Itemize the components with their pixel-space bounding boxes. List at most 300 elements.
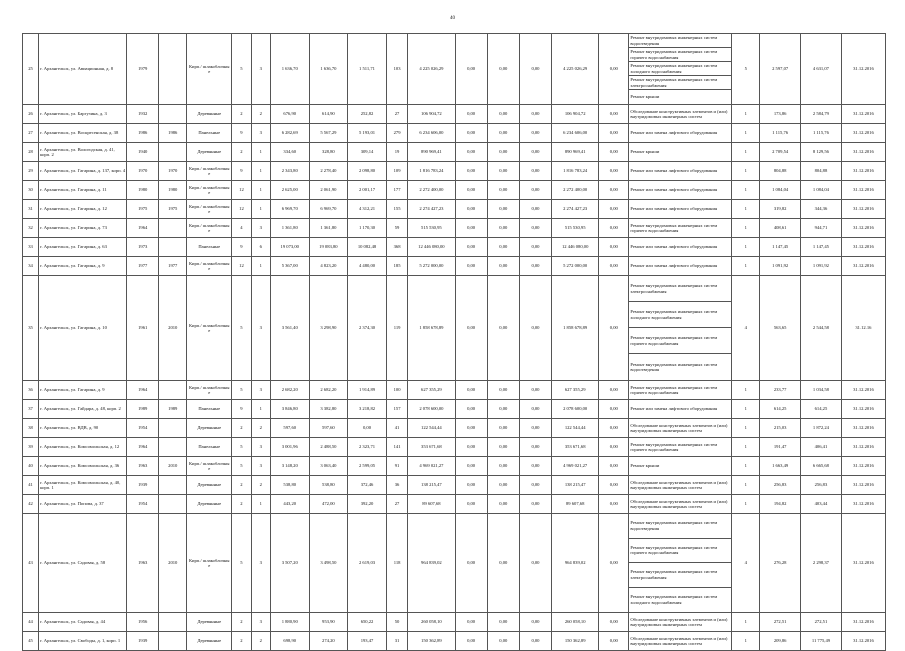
table-row: [23, 238, 886, 257]
max-cost-cell: 804,88: [801, 162, 842, 181]
living-area-cell: 597,60: [309, 419, 348, 438]
specific-cost-cell: 1 147,45: [760, 238, 801, 257]
works-count-cell: 1: [732, 219, 760, 238]
regional-funds-cell: 0,00: [487, 632, 519, 651]
row-number-cell: 38: [23, 419, 39, 438]
wall-material-cell: Кирп./ шлакоблочны е: [187, 162, 232, 181]
table-row: [23, 632, 886, 651]
year-built-cell: 1961: [127, 276, 159, 381]
regional-funds-cell: 0,00: [487, 181, 519, 200]
max-cost-cell: 1 115,76: [801, 124, 842, 143]
repair-program-table: [22, 33, 886, 651]
private-area-cell: 2 323,71: [348, 438, 387, 457]
living-area-cell: 328,80: [309, 143, 348, 162]
work-item: Ремонт или замена лифтового оборудования: [630, 206, 718, 212]
total-area-cell: 5 367,00: [270, 257, 309, 276]
year-renovated-cell: 1980: [159, 181, 187, 200]
living-area-cell: 3 063,40: [309, 457, 348, 476]
wall-material-cell: Кирп./ шлакоблочны е: [187, 219, 232, 238]
deadline-cell: 31.12.2016: [841, 632, 885, 651]
regional-funds-cell: 0,00: [487, 219, 519, 238]
row-number-cell: 31: [23, 200, 39, 219]
other-funds-cell: 0,00: [599, 143, 629, 162]
living-area-cell: 2 278,40: [309, 162, 348, 181]
address-cell: г. Архангельск, ул. Гагарина, д. 12: [39, 200, 127, 219]
year-renovated-cell: [159, 381, 187, 400]
wall-material-cell: Кирп./ шлакоблочны е: [187, 457, 232, 476]
row-number-cell: 30: [23, 181, 39, 200]
other-funds-cell: 0,00: [599, 457, 629, 476]
entrances-cell: 1: [251, 181, 270, 200]
municipal-funds-cell: 0,00: [519, 438, 551, 457]
floors-cell: 2: [232, 632, 251, 651]
page-number: 40: [450, 16, 455, 21]
total-cost-cell: 260 058,10: [408, 613, 455, 632]
owner-funds-cell: 138 215,47: [552, 476, 599, 495]
specific-cost-cell: 2 597,07: [760, 34, 801, 105]
specific-cost-cell: 191,47: [760, 438, 801, 457]
private-area-cell: 2 599,05: [348, 457, 387, 476]
table-row: [23, 34, 886, 105]
residents-cell: 31: [386, 632, 407, 651]
works-count-cell: 1: [732, 181, 760, 200]
works-count-cell: 1: [732, 257, 760, 276]
living-area-cell: 6 969,70: [309, 200, 348, 219]
work-item: Ремонт или замена лифтового оборудования: [630, 187, 718, 193]
deadline-cell: 31.12.2016: [841, 124, 885, 143]
specific-cost-cell: 173,86: [760, 105, 801, 124]
year-renovated-cell: [159, 143, 187, 162]
total-area-cell: 1 361,80: [270, 219, 309, 238]
private-area-cell: 372,46: [348, 476, 387, 495]
floors-cell: 2: [232, 105, 251, 124]
year-renovated-cell: 1970: [159, 162, 187, 181]
total-area-cell: 698,90: [270, 632, 309, 651]
row-number-cell: 28: [23, 143, 39, 162]
works-cell: [629, 419, 732, 438]
private-area-cell: 0,00: [348, 419, 387, 438]
work-item: Ремонт или замена лифтового оборудования: [630, 130, 718, 136]
private-area-cell: 4 312,21: [348, 200, 387, 219]
wall-material-cell: Кирп./ шлакоблочны е: [187, 381, 232, 400]
federal-funds-cell: 0,00: [455, 495, 487, 514]
address-cell: г. Архангельск, ул. Гагарина, д. 10: [39, 276, 127, 381]
works-count-cell: 1: [732, 105, 760, 124]
living-area-cell: 3 382,80: [309, 400, 348, 419]
residents-cell: 91: [386, 457, 407, 476]
year-renovated-cell: [159, 105, 187, 124]
row-number-cell: 34: [23, 257, 39, 276]
municipal-funds-cell: 0,00: [519, 400, 551, 419]
works-count-cell: 1: [732, 238, 760, 257]
floors-cell: 4: [232, 219, 251, 238]
specific-cost-cell: 272,51: [760, 613, 801, 632]
entrances-cell: 3: [251, 276, 270, 381]
address-cell: г. Архангельск, ул. Комсомольская, д. 40, корп. 1: [39, 476, 127, 495]
row-number-cell: 37: [23, 400, 39, 419]
works-count-cell: 1: [732, 162, 760, 181]
wall-material-cell: Панельные: [187, 124, 232, 143]
federal-funds-cell: 0,00: [455, 124, 487, 143]
total-cost-cell: 4 969 021,27: [408, 457, 455, 476]
federal-funds-cell: 0,00: [455, 419, 487, 438]
year-built-cell: 1975: [127, 200, 159, 219]
total-cost-cell: 964 839,02: [408, 514, 455, 613]
works-count-cell: 1: [732, 613, 760, 632]
private-area-cell: 1 914,89: [348, 381, 387, 400]
year-built-cell: 1964: [127, 219, 159, 238]
address-cell: г. Архангельск, ул. Вологодская, д. 41, корп. 2: [39, 143, 127, 162]
floors-cell: 9: [232, 400, 251, 419]
private-area-cell: 650,22: [348, 613, 387, 632]
address-cell: г. Архангельск, ул. Гагарина, д. 137, корп. 4: [39, 162, 127, 181]
entrances-cell: 3: [251, 124, 270, 143]
address-cell: г. Архангельск, ул. Комсомольская, д. 12: [39, 438, 127, 457]
entrances-cell: 1: [251, 400, 270, 419]
row-number-cell: 26: [23, 105, 39, 124]
work-item: Ремонт внутридомовых инженерных систем электроснабжения: [629, 76, 731, 90]
total-area-cell: 1 880,90: [270, 613, 309, 632]
federal-funds-cell: 0,00: [455, 257, 487, 276]
table-row: [23, 276, 886, 381]
owner-funds-cell: 1 858 678,89: [552, 276, 599, 381]
deadline-cell: 31.12.2016: [841, 143, 885, 162]
municipal-funds-cell: 0,00: [519, 219, 551, 238]
federal-funds-cell: 0,00: [455, 457, 487, 476]
work-item: Ремонт внутридомовых инженерных систем горячего водоснабжения: [630, 384, 718, 395]
works-count-cell: 5: [732, 34, 760, 105]
works-count-cell: 1: [732, 381, 760, 400]
living-area-cell: 2 061,90: [309, 181, 348, 200]
address-cell: г. Архангельск, ул. Гагарина, д. 73: [39, 219, 127, 238]
work-item: Ремонт внутридомовых инженерных систем горячего водоснабжения: [629, 539, 731, 564]
other-funds-cell: 0,00: [599, 419, 629, 438]
other-funds-cell: 0,00: [599, 200, 629, 219]
year-built-cell: 1964: [127, 438, 159, 457]
living-area-cell: 472,00: [309, 495, 348, 514]
work-item: Обследование конструктивных элементов и (или) внутридомовых инженерных систем: [630, 498, 728, 509]
floors-cell: 9: [232, 162, 251, 181]
works-cell: [629, 219, 732, 238]
residents-cell: 50: [386, 613, 407, 632]
max-cost-cell: 2 298,37: [801, 514, 842, 613]
works-count-cell: 1: [732, 143, 760, 162]
year-built-cell: 1954: [127, 495, 159, 514]
owner-funds-cell: 6 234 606,00: [552, 124, 599, 143]
works-count-cell: 1: [732, 124, 760, 143]
work-item: Обследование конструктивных элементов и (или) внутридомовых инженерных систем: [630, 108, 728, 119]
deadline-cell: 31.12.2016: [841, 438, 885, 457]
owner-funds-cell: 627 355,29: [552, 381, 599, 400]
max-cost-cell: 1 084,04: [801, 181, 842, 200]
specific-cost-cell: 215,03: [760, 419, 801, 438]
specific-cost-cell: 1 663,49: [760, 457, 801, 476]
deadline-cell: 31.12.2016: [841, 613, 885, 632]
work-item: Ремонт внутридомовых инженерных систем холодного водоснабжения: [630, 594, 718, 605]
floors-cell: 5: [232, 381, 251, 400]
year-built-cell: 1964: [127, 381, 159, 400]
work-item: Ремонт крыши: [630, 463, 660, 469]
max-cost-cell: 1 091,92: [801, 257, 842, 276]
wall-material-cell: Деревянные: [187, 143, 232, 162]
year-built-cell: 1954: [127, 419, 159, 438]
works-cell: [629, 181, 732, 200]
work-item: Ремонт внутридомовых инженерных систем горячего водоснабжения: [630, 222, 718, 233]
entrances-cell: 1: [251, 162, 270, 181]
floors-cell: 5: [232, 457, 251, 476]
row-number-cell: 39: [23, 438, 39, 457]
regional-funds-cell: 0,00: [487, 105, 519, 124]
max-cost-cell: 8 129,56: [801, 143, 842, 162]
total-cost-cell: 138 215,47: [408, 476, 455, 495]
residents-cell: 185: [386, 257, 407, 276]
private-area-cell: 10 082,48: [348, 238, 387, 257]
work-item: Ремонт или замена лифтового оборудования: [630, 263, 718, 269]
residents-cell: 119: [386, 276, 407, 381]
residents-cell: 279: [386, 124, 407, 143]
row-number-cell: 27: [23, 124, 39, 143]
total-area-cell: 1 636,70: [270, 34, 309, 105]
row-number-cell: 29: [23, 162, 39, 181]
other-funds-cell: 0,00: [599, 438, 629, 457]
works-count-cell: 1: [732, 495, 760, 514]
federal-funds-cell: 0,00: [455, 105, 487, 124]
total-area-cell: 6 969,70: [270, 200, 309, 219]
federal-funds-cell: 0,00: [455, 219, 487, 238]
other-funds-cell: 0,00: [599, 34, 629, 105]
municipal-funds-cell: 0,00: [519, 34, 551, 105]
deadline-cell: 31.12.2016: [841, 105, 885, 124]
other-funds-cell: 0,00: [599, 276, 629, 381]
deadline-cell: 31.12.2016: [841, 476, 885, 495]
municipal-funds-cell: 0,00: [519, 419, 551, 438]
private-area-cell: 1 170,30: [348, 219, 387, 238]
year-renovated-cell: 1986: [159, 124, 187, 143]
regional-funds-cell: 0,00: [487, 162, 519, 181]
work-item: Обследование конструктивных элементов и (или) внутридомовых инженерных систем: [630, 422, 728, 433]
table-row: [23, 476, 886, 495]
work-item: Ремонт внутридомовых инженерных систем холодного водоснабжения: [629, 302, 731, 328]
other-funds-cell: 0,00: [599, 238, 629, 257]
specific-cost-cell: 804,88: [760, 162, 801, 181]
year-renovated-cell: [159, 419, 187, 438]
municipal-funds-cell: 0,00: [519, 457, 551, 476]
floors-cell: 2: [232, 495, 251, 514]
total-area-cell: 3 507,20: [270, 514, 309, 613]
owner-funds-cell: 5 272 000,00: [552, 257, 599, 276]
total-cost-cell: 106 904,72: [408, 105, 455, 124]
municipal-funds-cell: 0,00: [519, 181, 551, 200]
deadline-cell: 31.12.2016: [841, 400, 885, 419]
municipal-funds-cell: 0,00: [519, 105, 551, 124]
deadline-cell: 31.12.2016: [841, 514, 885, 613]
year-built-cell: 1956: [127, 613, 159, 632]
max-cost-cell: 1 872,24: [801, 419, 842, 438]
address-cell: г. Архангельск, ул. Гайдара, д. 48, корп. 2: [39, 400, 127, 419]
deadline-cell: 31.12.2016: [841, 162, 885, 181]
owner-funds-cell: 89 607,68: [552, 495, 599, 514]
entrances-cell: 3: [251, 34, 270, 105]
total-cost-cell: 5 272 000,00: [408, 257, 455, 276]
owner-funds-cell: 122 544,44: [552, 419, 599, 438]
total-area-cell: 3 148,20: [270, 457, 309, 476]
federal-funds-cell: 0,00: [455, 276, 487, 381]
year-renovated-cell: 2010: [159, 276, 187, 381]
owner-funds-cell: 106 904,72: [552, 105, 599, 124]
wall-material-cell: Панельные: [187, 238, 232, 257]
floors-cell: 9: [232, 238, 251, 257]
wall-material-cell: Панельные: [187, 438, 232, 457]
total-cost-cell: 122 544,44: [408, 419, 455, 438]
specific-cost-cell: 233,77: [760, 381, 801, 400]
row-number-cell: 42: [23, 495, 39, 514]
total-cost-cell: 1 858 678,89: [408, 276, 455, 381]
works-cell: [629, 34, 732, 105]
private-area-cell: 3 218,82: [348, 400, 387, 419]
works-count-cell: 4: [732, 514, 760, 613]
owner-funds-cell: 515 530,95: [552, 219, 599, 238]
municipal-funds-cell: 0,00: [519, 276, 551, 381]
works-cell: [629, 200, 732, 219]
year-built-cell: 1939: [127, 476, 159, 495]
work-item: Ремонт внутридомовых инженерных систем электроснабжения: [629, 276, 731, 302]
wall-material-cell: Кирп./ шлакоблочны е: [187, 181, 232, 200]
max-cost-cell: 406,41: [801, 438, 842, 457]
works-cell: [629, 238, 732, 257]
total-cost-cell: 353 671,68: [408, 438, 455, 457]
total-area-cell: 3 846,80: [270, 400, 309, 419]
year-renovated-cell: [159, 613, 187, 632]
year-built-cell: 1980: [127, 181, 159, 200]
year-renovated-cell: 2010: [159, 514, 187, 613]
residents-cell: 27: [386, 105, 407, 124]
year-renovated-cell: [159, 238, 187, 257]
owner-funds-cell: 2 274 427,23: [552, 200, 599, 219]
floors-cell: 12: [232, 257, 251, 276]
entrances-cell: 3: [251, 219, 270, 238]
max-cost-cell: 944,71: [801, 219, 842, 238]
federal-funds-cell: 0,00: [455, 632, 487, 651]
municipal-funds-cell: 0,00: [519, 143, 551, 162]
private-area-cell: 1 511,71: [348, 34, 387, 105]
works-count-cell: 1: [732, 632, 760, 651]
owner-funds-cell: 150 362,89: [552, 632, 599, 651]
municipal-funds-cell: 0,00: [519, 495, 551, 514]
deadline-cell: 31.12.16: [841, 276, 885, 381]
specific-cost-cell: 1 091,92: [760, 257, 801, 276]
living-area-cell: 19 083,80: [309, 238, 348, 257]
works-count-cell: 1: [732, 457, 760, 476]
total-cost-cell: 12 446 080,00: [408, 238, 455, 257]
private-area-cell: 2 619,03: [348, 514, 387, 613]
work-item: Ремонт внутридомовых инженерных систем горячего водоснабжения: [629, 48, 731, 62]
address-cell: г. Архангельск, ул. Гагарина, д. 9: [39, 257, 127, 276]
specific-cost-cell: 614,25: [760, 400, 801, 419]
entrances-cell: 2: [251, 419, 270, 438]
residents-cell: 59: [386, 219, 407, 238]
owner-funds-cell: 964 839,02: [552, 514, 599, 613]
owner-funds-cell: 260 058,10: [552, 613, 599, 632]
table-row: [23, 219, 886, 238]
row-number-cell: 43: [23, 514, 39, 613]
work-item: Ремонт внутридомовых инженерных систем электроснабжения: [629, 563, 731, 588]
total-cost-cell: 515 530,95: [408, 219, 455, 238]
owner-funds-cell: 353 671,68: [552, 438, 599, 457]
private-area-cell: 4 480,00: [348, 257, 387, 276]
wall-material-cell: Кирп./ шлакоблочны е: [187, 276, 232, 381]
year-renovated-cell: [159, 219, 187, 238]
residents-cell: 100: [386, 381, 407, 400]
entrances-cell: 3: [251, 613, 270, 632]
regional-funds-cell: 0,00: [487, 438, 519, 457]
address-cell: г. Архангельск, ул. Свободы, д. 1, корп. 1: [39, 632, 127, 651]
max-cost-cell: 1 034,58: [801, 381, 842, 400]
municipal-funds-cell: 0,00: [519, 124, 551, 143]
wall-material-cell: Деревянные: [187, 495, 232, 514]
work-item: Ремонт или замена лифтового оборудования: [630, 244, 718, 250]
total-area-cell: 3 001,96: [270, 438, 309, 457]
specific-cost-cell: 1 115,76: [760, 124, 801, 143]
wall-material-cell: Кирп./ шлакоблочны е: [187, 34, 232, 105]
total-cost-cell: 4 225 026,29: [408, 34, 455, 105]
regional-funds-cell: 0,00: [487, 457, 519, 476]
regional-funds-cell: 0,00: [487, 124, 519, 143]
max-cost-cell: 2 584,79: [801, 105, 842, 124]
works-count-cell: 1: [732, 200, 760, 219]
municipal-funds-cell: 0,00: [519, 162, 551, 181]
entrances-cell: 3: [251, 438, 270, 457]
private-area-cell: 309,14: [348, 143, 387, 162]
max-cost-cell: 11 775,49: [801, 632, 842, 651]
table-row: [23, 181, 886, 200]
living-area-cell: 2 488,50: [309, 438, 348, 457]
row-number-cell: 40: [23, 457, 39, 476]
private-area-cell: 392,20: [348, 495, 387, 514]
total-cost-cell: 6 234 606,00: [408, 124, 455, 143]
works-count-cell: 1: [732, 400, 760, 419]
works-cell: [629, 438, 732, 457]
works-cell: [629, 143, 732, 162]
floors-cell: 5: [232, 514, 251, 613]
work-item: Ремонт или замена лифтового оборудования: [630, 406, 718, 412]
residents-cell: 155: [386, 200, 407, 219]
living-area-cell: 538,80: [309, 476, 348, 495]
works-count-cell: 1: [732, 419, 760, 438]
total-cost-cell: 627 355,29: [408, 381, 455, 400]
table-row: [23, 143, 886, 162]
other-funds-cell: 0,00: [599, 613, 629, 632]
other-funds-cell: 0,00: [599, 257, 629, 276]
max-cost-cell: 344,36: [801, 200, 842, 219]
year-renovated-cell: 2010: [159, 457, 187, 476]
table-row: [23, 457, 886, 476]
private-area-cell: 2 374,30: [348, 276, 387, 381]
federal-funds-cell: 0,00: [455, 162, 487, 181]
works-count-cell: 1: [732, 476, 760, 495]
total-cost-cell: 2 272 400,00: [408, 181, 455, 200]
living-area-cell: 1 361,80: [309, 219, 348, 238]
floors-cell: 2: [232, 419, 251, 438]
works-cell: [629, 613, 732, 632]
total-cost-cell: 2 274 427,23: [408, 200, 455, 219]
total-area-cell: 3 561,40: [270, 276, 309, 381]
other-funds-cell: 0,00: [599, 105, 629, 124]
entrances-cell: 2: [251, 105, 270, 124]
regional-funds-cell: 0,00: [487, 276, 519, 381]
federal-funds-cell: 0,00: [455, 238, 487, 257]
year-built-cell: 1970: [127, 162, 159, 181]
regional-funds-cell: 0,00: [487, 143, 519, 162]
